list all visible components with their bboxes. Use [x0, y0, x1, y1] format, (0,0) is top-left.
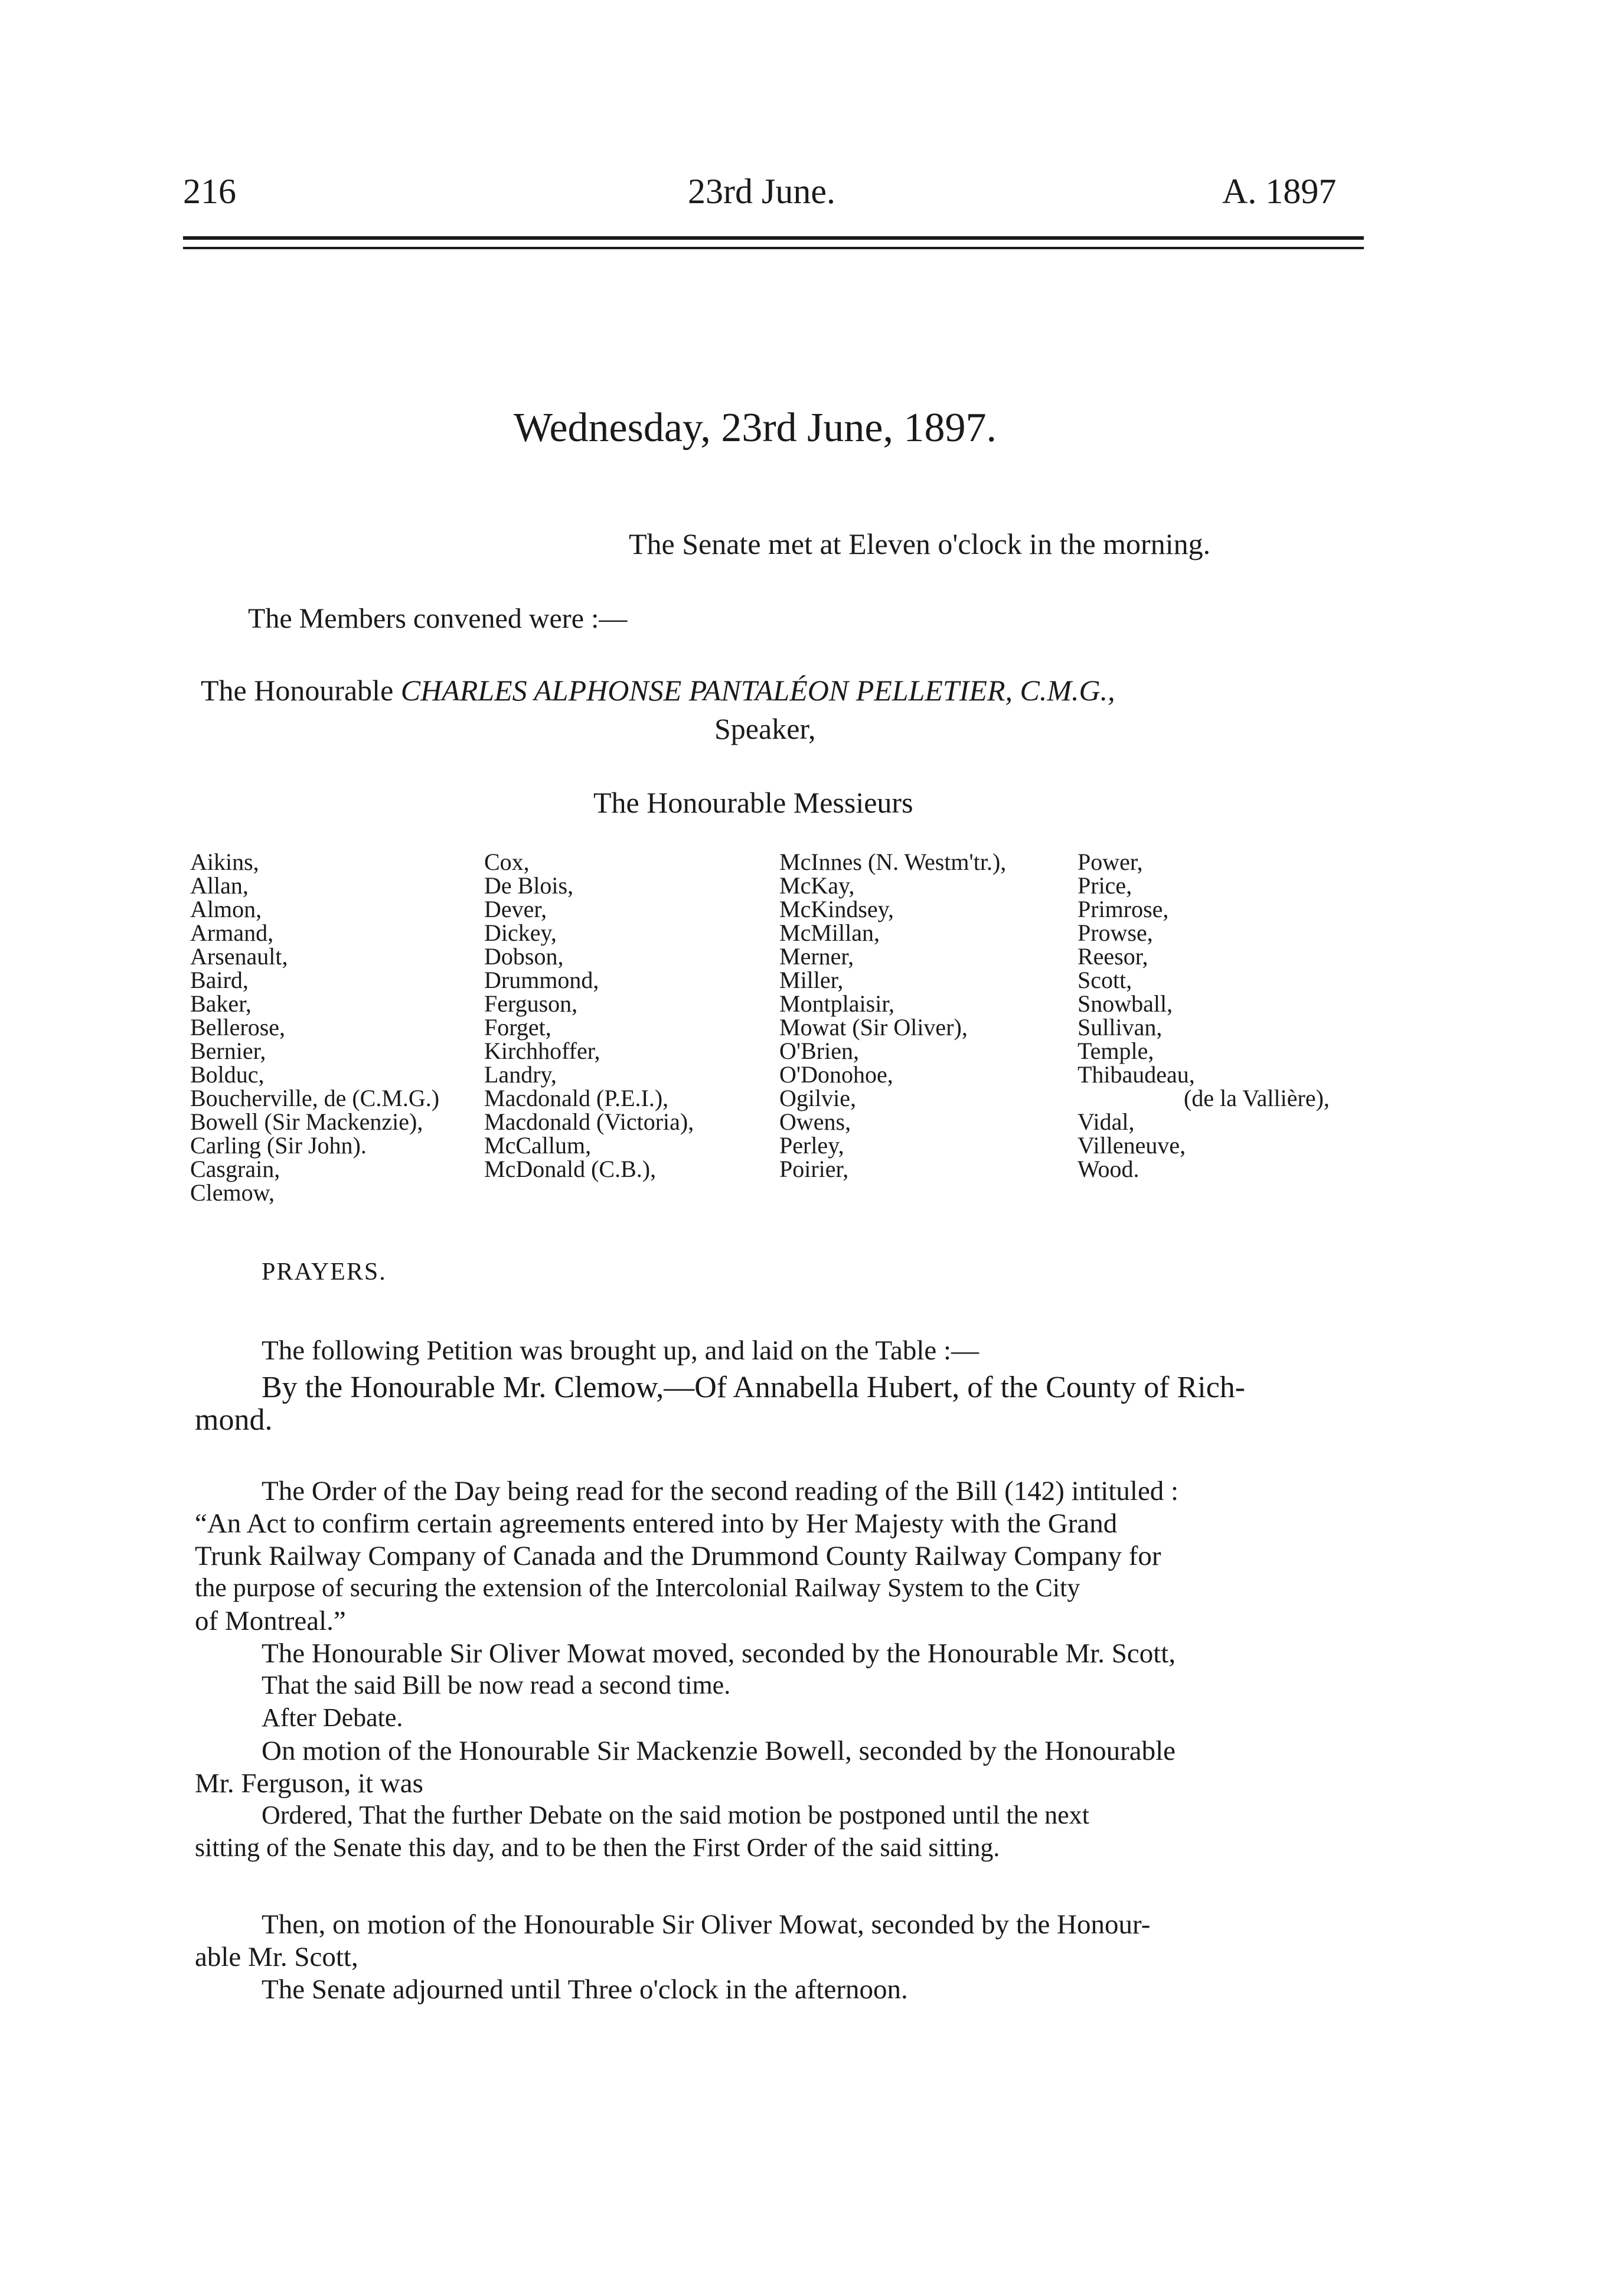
order-line-7: That the said Bill be now read a second time.: [262, 1671, 731, 1700]
order-line-6: The Honourable Sir Oliver Mowat moved, seconded by the Honourable Mr. Scott,: [262, 1638, 1176, 1669]
member-name: McInnes (N. Westm'tr.),: [779, 849, 1007, 875]
member-name: Clemow,: [190, 1179, 275, 1206]
page-number: 216: [183, 172, 236, 211]
adjournment-line-3: The Senate adjourned until Three o'clock in the afternoon.: [262, 1974, 908, 2005]
member-name: Power,: [1077, 849, 1143, 875]
adjournment-line-2: able Mr. Scott,: [195, 1942, 358, 1972]
order-line-2: “An Act to confirm certain agreements entered into by Her Majesty with the Grand: [195, 1508, 1118, 1539]
member-name: Wood.: [1077, 1156, 1139, 1182]
member-name: Armand,: [190, 919, 274, 946]
petition-intro: The following Petition was brought up, and laid on the Table :—: [262, 1335, 979, 1366]
member-name: McCallum,: [484, 1132, 592, 1159]
member-name: Drummond,: [484, 967, 599, 993]
order-line-9: On motion of the Honourable Sir Mackenzie Bowell, seconded by the Honourable: [262, 1736, 1175, 1766]
members-column-1: [190, 850, 439, 1205]
member-name: McMillan,: [779, 919, 880, 946]
order-line-12: sitting of the Senate this day, and to be then the First Order of the said sitting.: [195, 1833, 1000, 1862]
member-name: Kirchhoffer,: [484, 1038, 600, 1064]
member-name: O'Brien,: [779, 1038, 859, 1064]
member-name: O'Donohoe,: [779, 1061, 893, 1088]
member-name: Prowse,: [1077, 919, 1153, 946]
member-name: Perley,: [779, 1132, 844, 1159]
header-rule-bottom: [183, 247, 1364, 249]
order-line-1: The Order of the Day being read for the second reading of the Bill (142) intituled :: [262, 1476, 1179, 1506]
date-heading: Wednesday, 23rd June, 1897.: [514, 405, 997, 451]
member-name: Reesor,: [1077, 943, 1148, 970]
member-name: Casgrain,: [190, 1156, 280, 1182]
member-name: Forget,: [484, 1014, 551, 1041]
member-name: Merner,: [779, 943, 854, 970]
member-name: Bowell (Sir Mackenzie),: [190, 1108, 423, 1135]
member-name: Almon,: [190, 896, 262, 922]
member-name: Sullivan,: [1077, 1014, 1163, 1041]
member-name: Boucherville, de (C.M.G.): [190, 1085, 440, 1111]
messieurs-heading: The Honourable Messieurs: [593, 786, 913, 819]
member-name: Cox,: [484, 849, 530, 875]
member-name: Carling (Sir John).: [190, 1132, 367, 1159]
member-name: Dobson,: [484, 943, 564, 970]
members-column-3: [779, 850, 1006, 1181]
member-name: Macdonald (P.E.I.),: [484, 1085, 669, 1111]
member-name: Miller,: [779, 967, 844, 993]
order-line-5: of Montreal.”: [195, 1606, 346, 1636]
member-name: Snowball,: [1077, 990, 1173, 1017]
member-name: Poirier,: [779, 1156, 849, 1182]
member-name: Bernier,: [190, 1038, 266, 1064]
member-name: Thibaudeau,: [1077, 1061, 1195, 1088]
prayers-heading: PRAYERS.: [262, 1258, 387, 1286]
member-name: Scott,: [1077, 967, 1132, 993]
order-line-8: After Debate.: [262, 1703, 403, 1732]
members-column-2: [484, 850, 694, 1181]
member-name: De Blois,: [484, 872, 574, 899]
member-name: Arsenault,: [190, 943, 288, 970]
year-mark: A. 1897: [1222, 172, 1337, 211]
member-name: (de la Vallière),: [1184, 1085, 1330, 1111]
member-name: Mowat (Sir Oliver),: [779, 1014, 968, 1041]
member-name: Dickey,: [484, 919, 557, 946]
order-line-11: Ordered, That the further Debate on the said motion be postponed until the next: [262, 1801, 1089, 1829]
speaker-line: [201, 673, 1115, 707]
member-name: Villeneuve,: [1077, 1132, 1186, 1159]
order-line-3: Trunk Railway Company of Canada and the Drummond County Railway Company for: [195, 1541, 1161, 1571]
member-name: Aikins,: [190, 849, 259, 875]
member-name: Montplaisir,: [779, 990, 895, 1017]
meeting-line: The Senate met at Eleven o'clock in the morning.: [629, 527, 1211, 560]
running-title: 23rd June.: [688, 172, 835, 211]
member-name: Allan,: [190, 872, 249, 899]
adjournment-line-1: Then, on motion of the Honourable Sir Oliver Mowat, seconded by the Honour-: [262, 1909, 1151, 1940]
member-name: Owens,: [779, 1108, 851, 1135]
member-name: Bolduc,: [190, 1061, 265, 1088]
order-line-10: Mr. Ferguson, it was: [195, 1768, 423, 1799]
order-line-4: the purpose of securing the extension of the Intercolonial Railway System to the City: [195, 1573, 1080, 1602]
member-name: McDonald (C.B.),: [484, 1156, 657, 1182]
member-name: Baker,: [190, 990, 252, 1017]
member-name: McKay,: [779, 872, 855, 899]
members-column-4: [1077, 850, 1330, 1181]
member-name: Temple,: [1077, 1038, 1154, 1064]
member-name: Price,: [1077, 872, 1132, 899]
petition-line-3: mond.: [195, 1403, 273, 1437]
member-name: McKindsey,: [779, 896, 894, 922]
member-name: Primrose,: [1077, 896, 1169, 922]
member-name: Macdonald (Victoria),: [484, 1108, 694, 1135]
petition-line-2: By the Honourable Mr. Clemow,—Of Annabella Hubert, of the County of Rich-: [262, 1371, 1246, 1404]
header-rule-top: [183, 236, 1364, 240]
members-convened-line: The Members convened were :—: [248, 603, 628, 634]
member-name: Ferguson,: [484, 990, 578, 1017]
member-name: Bellerose,: [190, 1014, 286, 1041]
speaker-prefix: The Honourable: [201, 674, 394, 707]
member-name: Dever,: [484, 896, 547, 922]
member-name: Vidal,: [1077, 1108, 1135, 1135]
member-name: Baird,: [190, 967, 249, 993]
member-name: Ogilvie,: [779, 1085, 856, 1111]
speaker-title: Speaker,: [714, 712, 816, 745]
speaker-name: CHARLES ALPHONSE PANTALÉON PELLETIER, C.M.G.,: [400, 674, 1115, 707]
member-name: Landry,: [484, 1061, 557, 1088]
